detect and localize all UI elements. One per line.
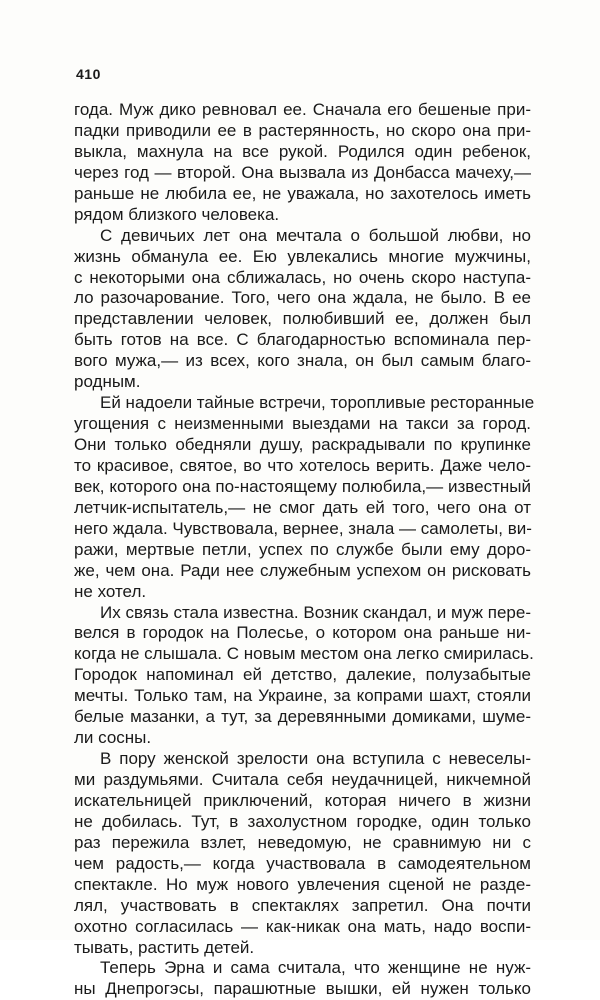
text-line: выкла, махнула на все рукой. Родился один ребенок, [74, 141, 531, 161]
text-line: чем радость,— когда участвовала в самодеятельном [74, 853, 531, 873]
text-line: не добилась. Тут, в захолустном городке, один только [74, 811, 531, 831]
text-line: Они только обедняли душу, раскрадывали по крупинке [74, 435, 531, 454]
text-line: ли сосны. [74, 728, 152, 748]
text-line: жизнь обманула ее. Ею увлекались многие мужчины, [74, 246, 531, 266]
text-line: С девичьих лет она мечтала о большой любви, но [100, 225, 531, 245]
paragraph [74, 226, 531, 394]
page-number: 410 [76, 66, 101, 82]
paragraph [74, 393, 535, 602]
text-line: рядом близкого человека. [74, 204, 280, 224]
text-line: с некоторыми она сближалась, но очень скоро наступа- [74, 267, 531, 287]
text-line: В пору женской зрелости она вступила с невеселы- [100, 749, 531, 769]
text-line: вого мужа,— из всех, кого знала, он был самым благо- [74, 351, 531, 371]
text-line: раньше не любила ее, не уважала, но захотелось иметь [74, 183, 531, 203]
text-line: ны Днепрогэсы, парашютные вышки, ей нужен только [74, 979, 531, 999]
text-line: Ей надоели тайные встречи, торопливые ресторанные [100, 393, 535, 413]
text-line: представлении человек, полюбивший ее, должен был [74, 309, 531, 329]
text-line: года. Муж дико ревновал ее. Сначала его бешеные при- [74, 100, 531, 119]
text-line: не хотел. [74, 581, 147, 601]
text-line: мечты. Только там, на Украине, за копрами шахт, стояли [74, 686, 531, 706]
text-line: лял, участвовать в спектаклях запретил. Она почти [74, 895, 531, 915]
text-line: ло разочарование. Того, чего она ждала, не было. В ее [74, 288, 531, 308]
body-text [74, 100, 535, 1000]
text-line: летчик-испытатель,— не смог дать ей того, чего она от [74, 497, 531, 517]
text-line: родным. [74, 372, 141, 392]
text-line: раз пережила взлет, неведомую, не сравнимую ни с [74, 832, 531, 852]
paragraph [74, 749, 531, 958]
text-line: же, чем она. Ради нее служебным успехом он рисковать [74, 560, 531, 580]
text-line: него ждала. Чувствовала, вернее, знала — самолеты, ви- [74, 518, 532, 538]
text-line: падки приводили ее в растерянность, но скоро она при- [74, 120, 531, 140]
paragraph [74, 100, 531, 226]
paragraph [74, 602, 534, 750]
text-line: через год — второй. Она вызвала из Донбасса мачеху,— [74, 162, 531, 182]
text-line: охотно согласилась — как-никак она мать, надо воспи- [74, 916, 531, 936]
text-line: велся в городок на Полесье, о котором она раньше ни- [74, 623, 531, 643]
text-line: искательницей приключений, которая ничего в жизни [74, 790, 531, 810]
text-line: угощения с неизменными выездами на такси за город. [74, 414, 531, 434]
text-line: Городок напоминал ей детство, далекие, полузабытые [74, 665, 531, 685]
text-line: белые мазанки, а тут, за деревянными домиками, шуме- [74, 707, 531, 727]
text-line: век, которого она по-настоящему полюбила,— известный [74, 476, 531, 496]
text-line: тывать, растить детей. [74, 937, 255, 957]
text-line: спектакле. Но муж нового увлечения сценой не разде- [74, 874, 531, 894]
text-line: ражи, мертвые петли, успех по службе были ему доро- [74, 539, 531, 559]
text-line: Теперь Эрна и сама считала, что женщине не нуж- [100, 958, 531, 978]
text-line: ми раздумьями. Считала себя неудачницей, никчемной [74, 770, 531, 789]
text-line: быть готов на все. С благодарностью вспоминала пер- [74, 330, 531, 350]
text-line: то красивое, святое, во что хотелось верить. Даже чело- [74, 455, 531, 475]
paragraph [74, 958, 531, 1000]
text-line: Их связь стала известна. Возник скандал, и муж пере- [100, 602, 531, 622]
text-line: когда не слышала. С новым местом она легко смирилась. [74, 644, 534, 664]
